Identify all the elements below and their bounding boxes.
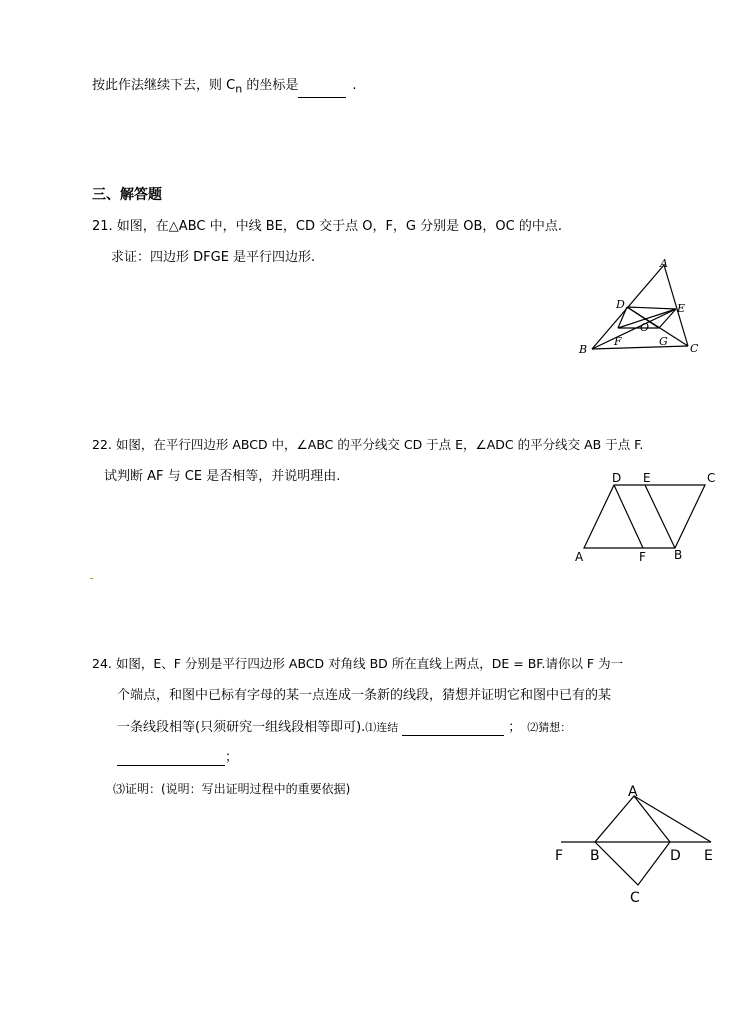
section-title: 三、解答题 xyxy=(92,187,162,203)
q22-line2: 试判断 AF 与 CE 是否相等，并说明理由. xyxy=(104,469,341,484)
q24-line4 xyxy=(117,750,238,766)
fig22-label-b: B xyxy=(674,548,683,562)
stray-mark xyxy=(90,578,93,579)
q24-part1-end: ； xyxy=(508,720,522,735)
fig21-label-b: B xyxy=(579,343,588,356)
q24-line1: 24. 如图，E、F 分别是平行四边形 ABCD 对角线 BD 所在直线上两点，DE = BF.请你以 F 为一 xyxy=(92,656,624,671)
intro-text: 按此作法继续下去，则 C xyxy=(92,78,236,93)
fig22-label-f: F xyxy=(639,550,646,564)
fig24-label-d: D xyxy=(670,848,681,864)
fig22-label-d: D xyxy=(612,471,622,485)
q24-line3 xyxy=(117,720,571,736)
q24-line4-end: ； xyxy=(225,750,239,765)
fig22-label-a: A xyxy=(575,550,584,564)
connect-blank[interactable] xyxy=(402,721,504,736)
q24-part2-label: ⑵猜想： xyxy=(527,721,572,734)
fig24-label-c: C xyxy=(630,890,640,906)
fig22-label-e: E xyxy=(643,471,651,485)
q24-figure xyxy=(550,780,725,910)
q24-line3-text: 一条线段相等(只须研究一组线段相等即可). xyxy=(117,720,366,735)
fig24-label-f: F xyxy=(555,848,564,864)
q24-part3: ⑶证明：(说明：写出证明过程中的重要依据) xyxy=(113,782,351,796)
fig24-label-e: E xyxy=(704,848,713,864)
q21-line1: 21. 如图，在△ABC 中，中线 BE，CD 交于点 O，F，G 分别是 OB，OC 的中点. xyxy=(92,219,562,234)
intro-text-post: 的坐标是 xyxy=(242,78,299,93)
q21-line2: 求证：四边形 DFGE 是平行四边形. xyxy=(111,250,316,265)
q22-figure xyxy=(570,465,725,570)
intro-line xyxy=(92,78,356,98)
fig24-label-a: A xyxy=(628,784,638,800)
fig22-label-c: C xyxy=(707,471,716,485)
fig21-label-f: F xyxy=(614,335,622,348)
fig24-label-b: B xyxy=(590,848,600,864)
q21-figure xyxy=(570,255,710,360)
q24-line2: 个端点，和图中已标有字母的某一点连成一条新的线段，猜想并证明它和图中已有的某 xyxy=(117,688,612,703)
fig21-label-o: O xyxy=(640,321,650,334)
intro-subscript: n xyxy=(235,82,243,96)
fig21-label-c: C xyxy=(690,342,699,355)
fig21-label-a: A xyxy=(660,257,668,270)
fig21-label-e: E xyxy=(677,302,686,315)
fig21-label-d: D xyxy=(616,298,625,311)
q24-part1-label: ⑴连结 xyxy=(365,721,399,734)
intro-end: . xyxy=(352,78,357,93)
answer-blank[interactable] xyxy=(298,83,346,98)
fig21-label-g: G xyxy=(659,335,668,348)
q22-line1: 22. 如图，在平行四边形 ABCD 中，∠ABC 的平分线交 CD 于点 E，∠ADC 的平分线交 AB 于点 F. xyxy=(92,437,644,452)
guess-blank[interactable] xyxy=(117,751,225,766)
